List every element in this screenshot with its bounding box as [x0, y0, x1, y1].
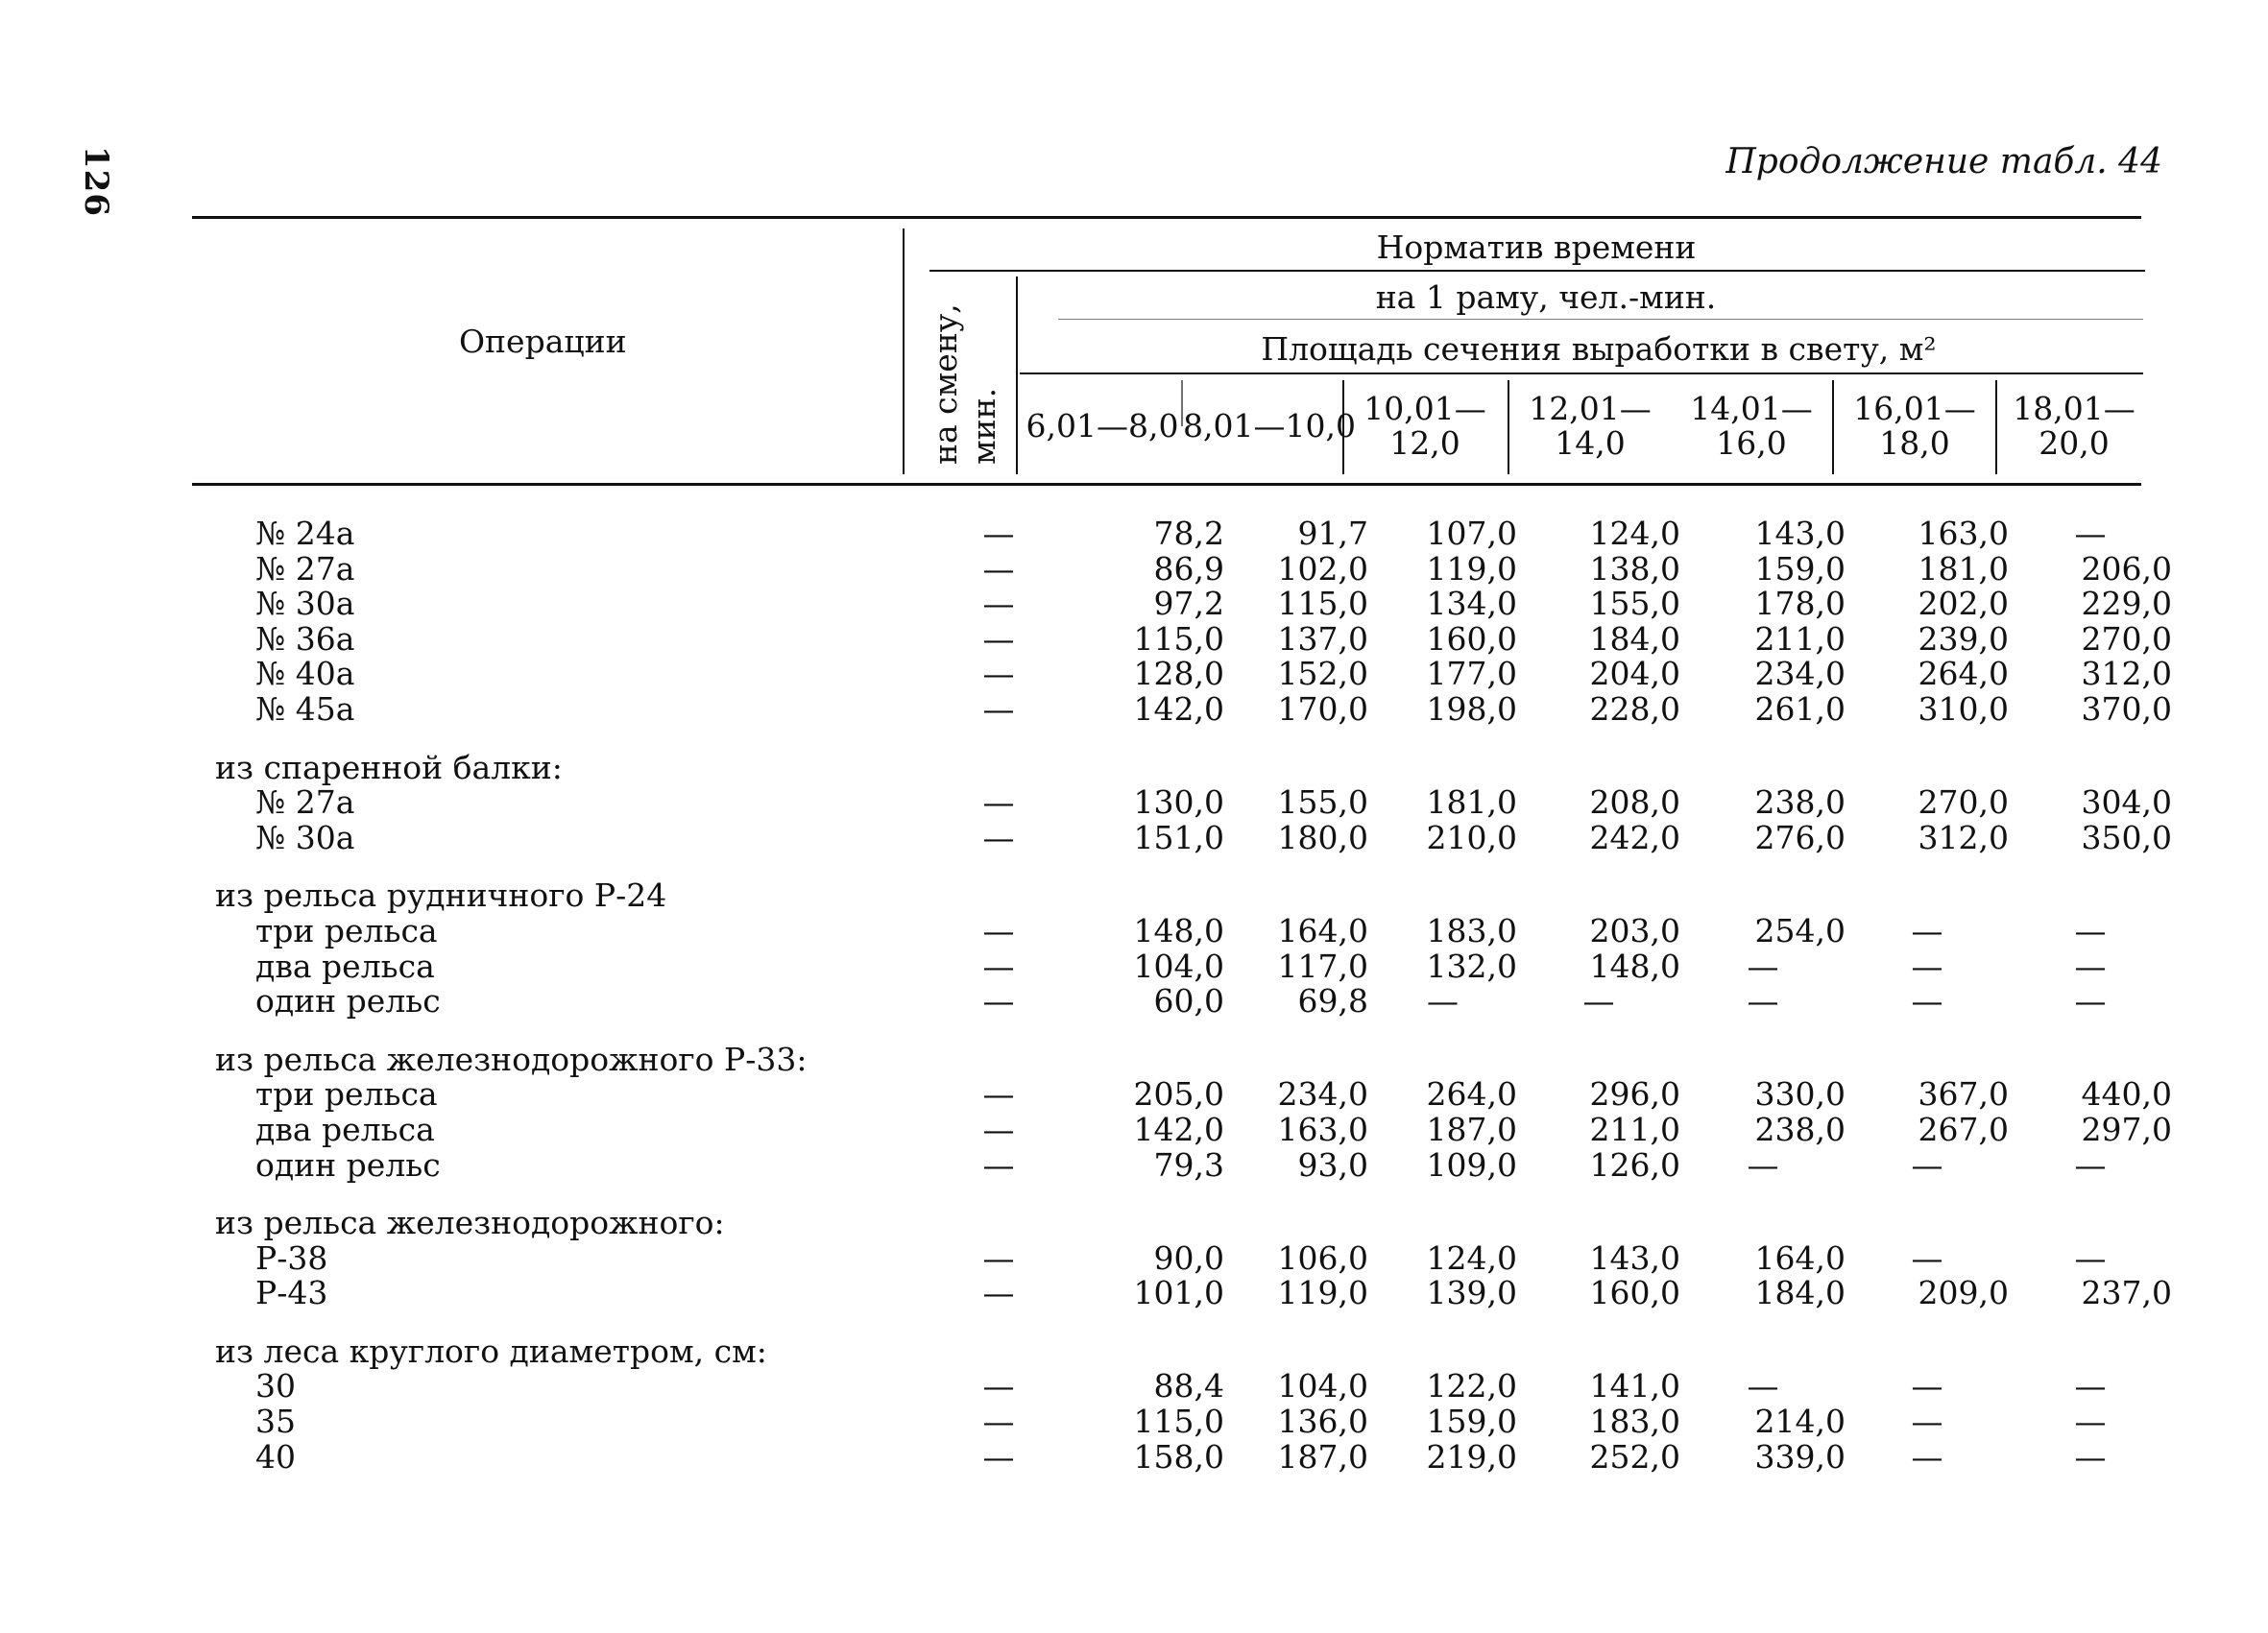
value-cell: 184,0	[1754, 1274, 1846, 1312]
value-cell: 252,0	[1589, 1437, 1680, 1476]
value-cell: 104,0	[1277, 1367, 1368, 1405]
value-cell: 69,8	[1297, 982, 1368, 1021]
value-cell: 132,0	[1426, 947, 1517, 985]
table-row	[0, 516, 2268, 552]
value-cell: —	[1747, 947, 1779, 985]
operation-label: № 40а	[255, 655, 355, 693]
value-cell: 143,0	[1754, 515, 1846, 552]
value-cell: 91,7	[1297, 515, 1368, 552]
value-cell: 137,0	[1277, 619, 1368, 658]
value-cell: 350,0	[2081, 818, 2172, 856]
value-cell: —	[1747, 1367, 1779, 1405]
value-cell: 254,0	[1754, 911, 1846, 949]
value-cell: —	[1911, 1403, 1943, 1441]
table-row	[0, 1437, 2268, 1476]
value-cell: 339,0	[1754, 1437, 1846, 1476]
value-cell: 183,0	[1589, 1403, 1680, 1441]
per-shift-cell: —	[982, 619, 1015, 658]
value-cell: —	[1911, 911, 1943, 949]
table-row	[0, 619, 2268, 658]
range-bottom: 20,0	[2039, 424, 2110, 462]
table-row	[0, 587, 2268, 622]
value-cell: 228,0	[1589, 689, 1680, 728]
value-cell: 93,0	[1297, 1145, 1368, 1184]
section-label: из рельса железнодорожного:	[215, 1204, 725, 1242]
table-row	[0, 1145, 2268, 1184]
value-cell: 237,0	[2081, 1274, 2172, 1312]
range-header-3	[1344, 392, 1506, 461]
operation-label: Р-38	[255, 1238, 328, 1277]
table-row	[0, 1369, 2268, 1405]
range-top: 8,01—10,0	[1183, 407, 1356, 444]
value-cell: 219,0	[1426, 1437, 1517, 1476]
value-cell: 78,2	[1153, 515, 1224, 552]
value-cell: 163,0	[1277, 1110, 1368, 1148]
operation-label: № 30а	[255, 818, 355, 856]
value-cell: 158,0	[1133, 1437, 1224, 1476]
value-cell: 60,0	[1153, 982, 1224, 1021]
table-row	[0, 911, 2268, 949]
operation-label: № 30а	[255, 585, 355, 623]
value-cell: 229,0	[2081, 585, 2172, 623]
section-label: из спаренной балки:	[215, 748, 563, 786]
table-row	[0, 1405, 2268, 1440]
per-shift-cell: —	[982, 1075, 1015, 1114]
value-cell: 90,0	[1153, 1238, 1224, 1277]
per-frame-rule	[1058, 319, 2143, 320]
value-cell: 205,0	[1133, 1075, 1224, 1114]
value-cell: 139,0	[1426, 1274, 1517, 1312]
value-cell: —	[1747, 982, 1779, 1021]
row-spacer	[0, 1311, 2268, 1334]
operation-label: Р-43	[255, 1274, 328, 1312]
value-cell: 178,0	[1754, 585, 1846, 623]
value-cell: 109,0	[1426, 1145, 1517, 1184]
value-cell: —	[2074, 1145, 2107, 1184]
per-shift-cell: —	[982, 1238, 1015, 1277]
value-cell: 136,0	[1277, 1403, 1368, 1441]
range-top: 18,01—	[2013, 390, 2135, 427]
shift-divider	[1016, 276, 1018, 474]
value-cell: 134,0	[1426, 585, 1517, 623]
per-shift-cell: —	[982, 1145, 1015, 1184]
value-cell: 370,0	[2081, 689, 2172, 728]
value-cell: —	[2074, 911, 2107, 949]
value-cell: 119,0	[1426, 549, 1517, 588]
value-cell: 160,0	[1589, 1274, 1680, 1312]
page-number: 126	[77, 146, 115, 217]
norm-title-rule	[929, 270, 2145, 272]
value-cell: —	[1911, 1238, 1943, 1277]
value-cell: —	[1747, 1145, 1779, 1184]
value-cell: 107,0	[1426, 515, 1517, 552]
value-cell: 297,0	[2081, 1110, 2172, 1148]
per-shift-cell: —	[982, 515, 1015, 552]
table-caption: Продолжение табл. 44	[1725, 142, 2162, 181]
range-top: 12,01—	[1529, 390, 1652, 427]
value-cell: 115,0	[1133, 619, 1224, 658]
table-row	[0, 949, 2268, 985]
value-cell: 206,0	[2081, 549, 2172, 588]
value-cell: —	[2074, 1367, 2107, 1405]
per-shift-cell: —	[982, 818, 1015, 856]
operation-label: № 45а	[255, 689, 355, 728]
value-cell: 312,0	[1918, 818, 2009, 856]
value-cell: 155,0	[1277, 783, 1368, 822]
operation-label: № 27а	[255, 783, 355, 822]
value-cell: 152,0	[1277, 655, 1368, 693]
range-header-4	[1509, 392, 1671, 461]
header-per-shift-line2: мин.	[965, 387, 1002, 465]
row-spacer	[0, 728, 2268, 751]
table-row	[0, 785, 2268, 821]
section-heading-row	[0, 1206, 2268, 1241]
per-shift-cell: —	[982, 1274, 1015, 1312]
value-cell: 270,0	[1918, 783, 2009, 822]
per-shift-cell: —	[982, 982, 1015, 1021]
range-header-7	[1997, 392, 2151, 461]
value-cell: —	[1427, 982, 1459, 1021]
value-cell: 261,0	[1754, 689, 1846, 728]
section-heading-row	[0, 1040, 2268, 1078]
operation-label: два рельса	[255, 1110, 435, 1148]
table-row	[0, 657, 2268, 692]
value-cell: 304,0	[2081, 783, 2172, 822]
range-header-6	[1834, 392, 1995, 461]
header-bottom-rule	[192, 483, 2141, 486]
section-label: из рельса рудничного Р-24	[215, 877, 667, 915]
value-cell: 97,2	[1153, 585, 1224, 623]
value-cell: 151,0	[1133, 818, 1224, 856]
section-heading-row	[0, 878, 2268, 914]
value-cell: 101,0	[1133, 1274, 1224, 1312]
per-shift-cell: —	[982, 911, 1015, 949]
per-shift-cell: —	[982, 947, 1015, 985]
value-cell: 155,0	[1589, 585, 1680, 623]
value-cell: —	[1911, 1367, 1943, 1405]
value-cell: —	[2074, 982, 2107, 1021]
operation-label: № 36а	[255, 619, 355, 658]
value-cell: —	[1911, 947, 1943, 985]
value-cell: 148,0	[1589, 947, 1680, 985]
header-norm-title: Норматив времени	[1376, 228, 1697, 266]
value-cell: 106,0	[1277, 1238, 1368, 1277]
per-shift-cell: —	[982, 1403, 1015, 1441]
table-row	[0, 1110, 2268, 1148]
value-cell: 296,0	[1589, 1075, 1680, 1114]
value-cell: 181,0	[1426, 783, 1517, 822]
value-cell: 128,0	[1133, 655, 1224, 693]
range-top: 14,01—	[1690, 390, 1813, 427]
header-per-shift-line1: на смену,	[927, 303, 964, 465]
per-shift-cell: —	[982, 655, 1015, 693]
value-cell: 238,0	[1754, 783, 1846, 822]
section-heading-row	[0, 1334, 2268, 1370]
range-top: 16,01—	[1853, 390, 1976, 427]
value-cell: 159,0	[1426, 1403, 1517, 1441]
operation-label: три рельса	[255, 911, 438, 949]
value-cell: 163,0	[1918, 515, 2009, 552]
value-cell: —	[2074, 1403, 2107, 1441]
value-cell: 264,0	[1918, 655, 2009, 693]
value-cell: 208,0	[1589, 783, 1680, 822]
operation-label: 40	[255, 1437, 296, 1476]
value-cell: 264,0	[1426, 1075, 1517, 1114]
value-cell: 159,0	[1754, 549, 1846, 588]
value-cell: 124,0	[1426, 1238, 1517, 1277]
value-cell: —	[1911, 982, 1943, 1021]
header-area: Площадь сечения выработки в свету, м²	[1261, 330, 1937, 368]
per-shift-cell: —	[982, 689, 1015, 728]
value-cell: 210,0	[1426, 818, 1517, 856]
range-top: 10,01—	[1363, 390, 1486, 427]
value-cell: 138,0	[1589, 549, 1680, 588]
value-cell: 104,0	[1133, 947, 1224, 985]
row-spacer	[0, 855, 2268, 878]
table-row	[0, 1077, 2268, 1113]
value-cell: 141,0	[1589, 1367, 1680, 1405]
table-row	[0, 984, 2268, 1020]
value-cell: 184,0	[1589, 619, 1680, 658]
value-cell: 234,0	[1277, 1075, 1368, 1114]
value-cell: 88,4	[1153, 1367, 1224, 1405]
operation-label: два рельса	[255, 947, 435, 985]
operation-label: три рельса	[255, 1075, 438, 1114]
table-row	[0, 689, 2268, 728]
per-shift-cell: —	[982, 1437, 1015, 1476]
value-cell: 115,0	[1133, 1403, 1224, 1441]
table-top-rule	[192, 216, 2141, 219]
operation-label: № 27а	[255, 549, 355, 588]
per-shift-cell: —	[982, 585, 1015, 623]
range-header-5	[1671, 392, 1832, 461]
table-row	[0, 1276, 2268, 1311]
range-bottom: 16,0	[1716, 424, 1787, 462]
value-cell: 242,0	[1589, 818, 1680, 856]
value-cell: 310,0	[1918, 689, 2009, 728]
value-cell: 79,3	[1153, 1145, 1224, 1184]
value-cell: 102,0	[1277, 549, 1368, 588]
value-cell: 198,0	[1426, 689, 1517, 728]
per-shift-cell: —	[982, 1367, 1015, 1405]
value-cell: 122,0	[1426, 1367, 1517, 1405]
value-cell: 330,0	[1754, 1075, 1846, 1114]
value-cell: 202,0	[1918, 585, 2009, 623]
section-label: из леса круглого диаметром, см:	[215, 1332, 767, 1370]
operation-label: 30	[255, 1367, 296, 1405]
operations-divider	[903, 228, 905, 474]
operation-label: один рельс	[255, 1145, 441, 1184]
value-cell: —	[1582, 982, 1615, 1021]
operation-label: 35	[255, 1403, 296, 1441]
value-cell: 214,0	[1754, 1403, 1846, 1441]
value-cell: —	[2074, 1437, 2107, 1476]
value-cell: 267,0	[1918, 1110, 2009, 1148]
value-cell: —	[2074, 1238, 2107, 1277]
per-shift-cell: —	[982, 783, 1015, 822]
value-cell: 440,0	[2081, 1075, 2172, 1114]
value-cell: 204,0	[1589, 655, 1680, 693]
value-cell: —	[1911, 1145, 1943, 1184]
header-operations: Операции	[459, 323, 627, 360]
value-cell: 142,0	[1133, 689, 1224, 728]
value-cell: 124,0	[1589, 515, 1680, 552]
range-header-2	[1183, 407, 1356, 444]
value-cell: 142,0	[1133, 1110, 1224, 1148]
per-shift-cell: —	[982, 549, 1015, 588]
table-row	[0, 818, 2268, 856]
value-cell: 130,0	[1133, 783, 1224, 822]
value-cell: 187,0	[1277, 1437, 1368, 1476]
section-label: из рельса железнодорожного Р-33:	[215, 1040, 808, 1078]
value-cell: 143,0	[1589, 1238, 1680, 1277]
value-cell: 187,0	[1426, 1110, 1517, 1148]
section-heading-row	[0, 748, 2268, 786]
value-cell: 160,0	[1426, 619, 1517, 658]
value-cell: 86,9	[1153, 549, 1224, 588]
value-cell: 183,0	[1426, 911, 1517, 949]
table-row	[0, 549, 2268, 588]
operation-label: один рельс	[255, 982, 441, 1021]
value-cell: 211,0	[1754, 619, 1846, 658]
range-bottom: 12,0	[1389, 424, 1460, 462]
value-cell: 276,0	[1754, 818, 1846, 856]
range-header-1	[1022, 409, 1183, 444]
value-cell: 239,0	[1918, 619, 2009, 658]
area-rule	[1020, 372, 2143, 374]
value-cell: —	[2074, 947, 2107, 985]
table-body	[0, 516, 2268, 1475]
range-top: 6,01—8,0	[1025, 407, 1179, 444]
value-cell: 209,0	[1918, 1274, 2009, 1312]
value-cell: —	[2074, 515, 2107, 552]
table-row	[0, 1238, 2268, 1277]
range-bottom: 14,0	[1555, 424, 1626, 462]
value-cell: 164,0	[1754, 1238, 1846, 1277]
value-cell: 126,0	[1589, 1145, 1680, 1184]
value-cell: 164,0	[1277, 911, 1368, 949]
value-cell: —	[1911, 1437, 1943, 1476]
value-cell: 234,0	[1754, 655, 1846, 693]
operation-label: № 24а	[255, 515, 355, 552]
value-cell: 238,0	[1754, 1110, 1846, 1148]
value-cell: 367,0	[1918, 1075, 2009, 1114]
per-shift-cell: —	[982, 1110, 1015, 1148]
value-cell: 180,0	[1277, 818, 1368, 856]
row-spacer	[0, 1020, 2268, 1043]
value-cell: 177,0	[1426, 655, 1517, 693]
value-cell: 117,0	[1277, 947, 1368, 985]
value-cell: 270,0	[2081, 619, 2172, 658]
value-cell: 115,0	[1277, 585, 1368, 623]
value-cell: 170,0	[1277, 689, 1368, 728]
value-cell: 181,0	[1918, 549, 2009, 588]
range-bottom: 18,0	[1879, 424, 1950, 462]
value-cell: 119,0	[1277, 1274, 1368, 1312]
header-per-frame: на 1 раму, чел.-мин.	[1375, 278, 1717, 316]
value-cell: 148,0	[1133, 911, 1224, 949]
row-spacer	[0, 1183, 2268, 1206]
value-cell: 203,0	[1589, 911, 1680, 949]
value-cell: 312,0	[2081, 655, 2172, 693]
value-cell: 211,0	[1589, 1110, 1680, 1148]
